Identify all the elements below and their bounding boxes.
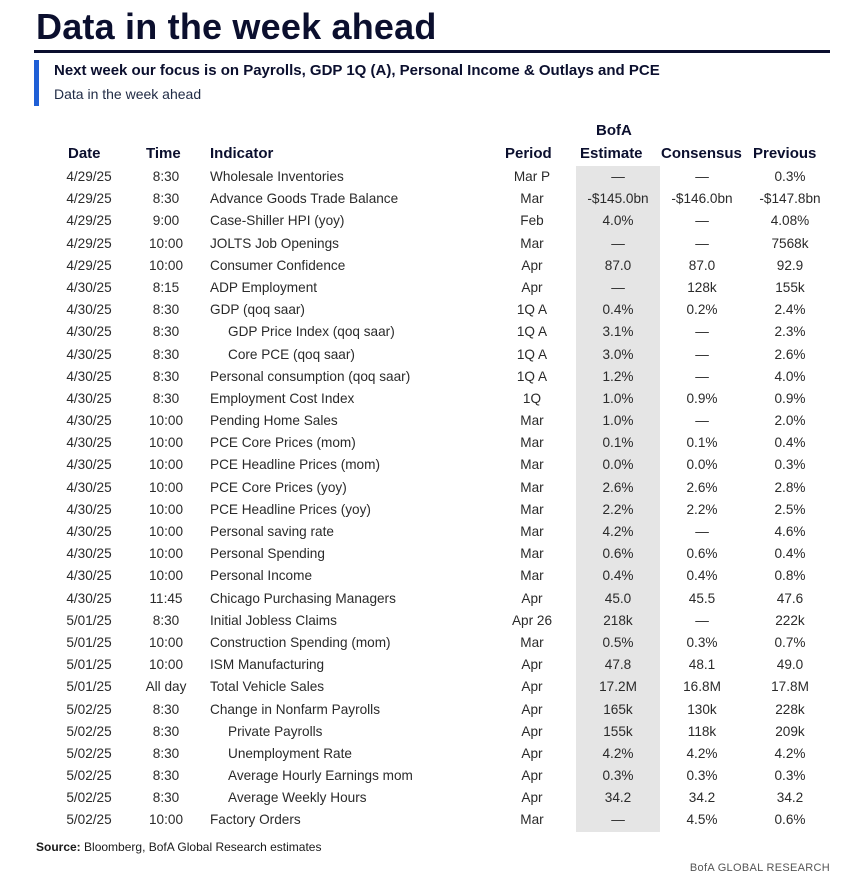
row-estimate: 17.2M xyxy=(599,679,637,695)
row-indicator: GDP Price Index (qoq saar) xyxy=(228,324,395,340)
row-period: 1Q A xyxy=(516,368,548,384)
row-date: 5/02/25 xyxy=(66,812,112,828)
row-time: 10:00 xyxy=(148,257,184,273)
title-rule xyxy=(34,50,830,53)
table-row xyxy=(0,233,848,255)
row-time: 10:00 xyxy=(148,413,184,429)
row-consensus: — xyxy=(695,235,709,251)
table-row xyxy=(0,454,848,476)
source-label: Source: xyxy=(36,840,81,854)
table-row xyxy=(0,743,848,765)
row-consensus: 4.2% xyxy=(686,745,718,761)
row-date: 5/02/25 xyxy=(66,768,112,784)
row-indicator: Change in Nonfarm Payrolls xyxy=(210,701,381,717)
row-previous: 2.0% xyxy=(774,413,806,429)
row-previous: 4.0% xyxy=(774,368,806,384)
row-previous: 228k xyxy=(775,701,805,717)
row-previous: 0.3% xyxy=(774,457,806,473)
row-date: 4/30/25 xyxy=(66,479,112,495)
row-consensus: 0.9% xyxy=(686,390,718,406)
row-estimate: 34.2 xyxy=(604,790,632,806)
row-indicator: Unemployment Rate xyxy=(228,745,352,761)
row-period: Mar xyxy=(520,413,544,429)
row-time: 8:30 xyxy=(152,302,180,318)
table-row xyxy=(0,432,848,454)
row-previous: 155k xyxy=(775,279,805,295)
row-period: Apr 26 xyxy=(511,612,553,628)
row-indicator: Private Payrolls xyxy=(228,723,323,739)
row-previous: 0.3% xyxy=(774,768,806,784)
table-row xyxy=(0,188,848,210)
row-indicator: PCE Core Prices (yoy) xyxy=(210,479,347,495)
row-period: Mar xyxy=(520,435,544,451)
table-row xyxy=(0,277,848,299)
row-date: 4/30/25 xyxy=(66,590,112,606)
row-time: 10:00 xyxy=(148,501,184,517)
header-period: Period xyxy=(505,145,552,162)
row-estimate: 3.0% xyxy=(602,346,634,362)
row-time: 8:30 xyxy=(152,745,180,761)
row-indicator: Total Vehicle Sales xyxy=(210,679,325,695)
row-indicator: Factory Orders xyxy=(210,812,301,828)
row-estimate: — xyxy=(611,279,625,295)
row-estimate: 3.1% xyxy=(602,324,634,340)
header-estimate-line2: Estimate xyxy=(580,145,643,162)
source-note xyxy=(36,840,321,854)
row-period: Mar xyxy=(520,457,544,473)
row-previous: 2.6% xyxy=(774,346,806,362)
row-estimate: 0.3% xyxy=(602,768,634,784)
row-consensus: 0.4% xyxy=(686,568,718,584)
row-previous: -$147.8bn xyxy=(759,191,821,207)
row-time: 8:15 xyxy=(152,279,180,295)
row-indicator: ISM Manufacturing xyxy=(210,657,325,673)
table-row xyxy=(0,321,848,343)
row-date: 4/30/25 xyxy=(66,546,112,562)
row-estimate: 4.2% xyxy=(602,745,634,761)
row-indicator: Consumer Confidence xyxy=(210,257,346,273)
row-date: 4/30/25 xyxy=(66,501,112,517)
page-title: Data in the week ahead xyxy=(36,6,437,47)
row-time: 9:00 xyxy=(152,213,180,229)
row-date: 5/01/25 xyxy=(66,679,112,695)
row-estimate: 4.0% xyxy=(602,213,634,229)
header-previous: Previous xyxy=(753,145,817,162)
row-consensus: 16.8M xyxy=(683,679,721,695)
table-row xyxy=(0,410,848,432)
row-indicator: Initial Jobless Claims xyxy=(210,612,337,628)
row-consensus: — xyxy=(695,612,709,628)
row-time: 10:00 xyxy=(148,634,184,650)
row-date: 4/29/25 xyxy=(66,235,112,251)
table-row xyxy=(0,499,848,521)
row-time: 10:00 xyxy=(148,457,184,473)
row-indicator: Employment Cost Index xyxy=(210,390,355,406)
subtitle: Next week our focus is on Payrolls, GDP 1Q (A), Personal Income & Outlays and PCE xyxy=(54,62,660,79)
header-indicator: Indicator xyxy=(210,145,274,162)
row-consensus: 128k xyxy=(687,279,717,295)
row-indicator: Average Weekly Hours xyxy=(228,790,367,806)
row-consensus: 4.5% xyxy=(686,812,718,828)
row-estimate: — xyxy=(611,812,625,828)
table-row xyxy=(0,299,848,321)
row-period: Apr xyxy=(521,257,543,273)
row-previous: 2.3% xyxy=(774,324,806,340)
table-row xyxy=(0,721,848,743)
row-indicator: Pending Home Sales xyxy=(210,413,338,429)
data-table xyxy=(0,166,848,832)
row-period: Apr xyxy=(521,745,543,761)
row-date: 5/02/25 xyxy=(66,723,112,739)
row-previous: 4.2% xyxy=(774,745,806,761)
row-estimate: 0.0% xyxy=(602,457,634,473)
source-text: Bloomberg, BofA Global Research estimates xyxy=(84,840,322,854)
row-period: Apr xyxy=(521,590,543,606)
row-previous: 49.0 xyxy=(776,657,804,673)
row-estimate: 165k xyxy=(603,701,633,717)
row-consensus: — xyxy=(695,213,709,229)
row-previous: 0.6% xyxy=(774,812,806,828)
row-consensus: 130k xyxy=(687,701,717,717)
table-row xyxy=(0,388,848,410)
row-consensus: 87.0 xyxy=(688,257,716,273)
row-time: 10:00 xyxy=(148,568,184,584)
table-row xyxy=(0,366,848,388)
row-previous: 7568k xyxy=(771,235,809,251)
row-estimate: 0.4% xyxy=(602,302,634,318)
row-estimate: 2.6% xyxy=(602,479,634,495)
row-time: 10:00 xyxy=(148,657,184,673)
row-date: 4/30/25 xyxy=(66,302,112,318)
row-period: Mar xyxy=(520,524,544,539)
row-previous: 0.7% xyxy=(774,634,806,650)
row-time: All day xyxy=(145,679,187,695)
row-previous: 47.6 xyxy=(776,590,804,606)
header-consensus: Consensus xyxy=(661,145,742,162)
row-date: 4/29/25 xyxy=(66,169,112,184)
table-row xyxy=(0,632,848,654)
table-row xyxy=(0,565,848,587)
row-date: 4/30/25 xyxy=(66,324,112,340)
row-period: Mar xyxy=(520,501,544,517)
row-consensus: 34.2 xyxy=(688,790,716,806)
row-time: 8:30 xyxy=(152,790,180,806)
row-period: Apr xyxy=(521,657,543,673)
table-row xyxy=(0,699,848,721)
row-previous: 4.6% xyxy=(774,524,806,539)
brand-label: BofA GLOBAL RESEARCH xyxy=(689,862,830,874)
row-period: Apr xyxy=(521,701,543,717)
header-date: Date xyxy=(68,145,101,162)
header-time: Time xyxy=(146,145,181,162)
row-estimate: 1.0% xyxy=(602,390,634,406)
table-row xyxy=(0,255,848,277)
row-previous: 0.9% xyxy=(774,390,806,406)
table-caption: Data in the week ahead xyxy=(54,86,202,102)
table-row xyxy=(0,521,848,543)
row-date: 4/30/25 xyxy=(66,279,112,295)
row-previous: 92.9 xyxy=(776,257,804,273)
row-time: 8:30 xyxy=(152,368,180,384)
row-period: Mar xyxy=(520,546,544,562)
row-date: 5/01/25 xyxy=(66,634,112,650)
row-period: 1Q A xyxy=(516,324,548,340)
row-estimate: 45.0 xyxy=(604,590,632,606)
row-consensus: 0.0% xyxy=(686,457,718,473)
row-previous: 0.8% xyxy=(774,568,806,584)
row-previous: 222k xyxy=(775,612,805,628)
table-row xyxy=(0,477,848,499)
row-previous: 2.5% xyxy=(774,501,806,517)
row-date: 5/02/25 xyxy=(66,701,112,717)
row-date: 4/30/25 xyxy=(66,346,112,362)
row-estimate: 4.2% xyxy=(602,524,634,539)
row-date: 4/30/25 xyxy=(66,457,112,473)
row-consensus: — xyxy=(695,324,709,340)
row-period: 1Q xyxy=(522,390,542,406)
row-period: Mar xyxy=(520,812,544,828)
row-date: 4/30/25 xyxy=(66,524,112,539)
row-consensus: 0.1% xyxy=(686,435,718,451)
row-estimate: 47.8 xyxy=(604,657,632,673)
row-indicator: Case-Shiller HPI (yoy) xyxy=(210,213,345,229)
row-period: Mar P xyxy=(513,169,551,184)
row-date: 4/30/25 xyxy=(66,435,112,451)
row-consensus: — xyxy=(695,413,709,429)
table-row xyxy=(0,787,848,809)
row-previous: 2.8% xyxy=(774,479,806,495)
row-consensus: — xyxy=(695,368,709,384)
row-estimate: 0.1% xyxy=(602,435,634,451)
row-previous: 0.3% xyxy=(774,169,806,184)
row-indicator: GDP (qoq saar) xyxy=(210,302,305,318)
row-indicator: PCE Headline Prices (yoy) xyxy=(210,501,371,517)
row-indicator: Personal Income xyxy=(210,568,313,584)
row-indicator: Personal consumption (qoq saar) xyxy=(210,368,411,384)
row-indicator: Average Hourly Earnings mom xyxy=(228,768,413,784)
row-date: 5/02/25 xyxy=(66,790,112,806)
row-date: 4/29/25 xyxy=(66,191,112,207)
row-estimate: — xyxy=(611,169,625,184)
row-period: Mar xyxy=(520,235,544,251)
row-estimate: 218k xyxy=(603,612,633,628)
row-estimate: 87.0 xyxy=(604,257,632,273)
row-estimate: 0.5% xyxy=(602,634,634,650)
row-indicator: ADP Employment xyxy=(210,279,318,295)
row-indicator: JOLTS Job Openings xyxy=(210,235,339,251)
row-period: Mar xyxy=(520,191,544,207)
row-estimate: -$145.0bn xyxy=(587,191,649,207)
table-row xyxy=(0,588,848,610)
row-consensus: 0.6% xyxy=(686,546,718,562)
row-indicator: Personal Spending xyxy=(210,546,325,562)
row-time: 10:00 xyxy=(148,546,184,562)
row-time: 8:30 xyxy=(152,723,180,739)
row-indicator: Advance Goods Trade Balance xyxy=(210,191,399,207)
table-row xyxy=(0,543,848,565)
row-previous: 0.4% xyxy=(774,435,806,451)
row-time: 8:30 xyxy=(152,191,180,207)
row-period: Mar xyxy=(520,479,544,495)
row-date: 5/02/25 xyxy=(66,745,112,761)
row-indicator: Wholesale Inventories xyxy=(210,169,344,184)
table-row xyxy=(0,344,848,366)
row-estimate: 1.2% xyxy=(602,368,634,384)
row-period: Mar xyxy=(520,634,544,650)
row-consensus: -$146.0bn xyxy=(671,191,733,207)
row-time: 8:30 xyxy=(152,169,180,184)
row-date: 5/01/25 xyxy=(66,612,112,628)
row-consensus: 0.3% xyxy=(686,634,718,650)
row-indicator: PCE Core Prices (mom) xyxy=(210,435,356,451)
row-date: 4/30/25 xyxy=(66,568,112,584)
row-indicator: Core PCE (qoq saar) xyxy=(228,346,355,362)
row-period: Apr xyxy=(521,790,543,806)
header-estimate-line1: BofA xyxy=(596,122,632,139)
row-date: 4/30/25 xyxy=(66,413,112,429)
table-row xyxy=(0,610,848,632)
row-period: Apr xyxy=(521,768,543,784)
row-estimate: 155k xyxy=(603,723,633,739)
row-consensus: 45.5 xyxy=(688,590,716,606)
row-period: 1Q A xyxy=(516,302,548,318)
row-time: 8:30 xyxy=(152,768,180,784)
row-consensus: 2.2% xyxy=(686,501,718,517)
table-row xyxy=(0,166,848,188)
row-consensus: — xyxy=(695,524,709,539)
row-date: 5/01/25 xyxy=(66,657,112,673)
row-time: 10:00 xyxy=(148,812,184,828)
row-time: 8:30 xyxy=(152,701,180,717)
row-time: 8:30 xyxy=(152,346,180,362)
row-time: 10:00 xyxy=(148,435,184,451)
row-time: 8:30 xyxy=(152,390,180,406)
row-previous: 0.4% xyxy=(774,546,806,562)
row-indicator: Chicago Purchasing Managers xyxy=(210,590,396,606)
table-row xyxy=(0,210,848,232)
row-consensus: 118k xyxy=(687,723,717,739)
accent-bar xyxy=(34,60,39,106)
row-time: 10:00 xyxy=(148,524,184,539)
row-time: 8:30 xyxy=(152,612,180,628)
row-indicator: Personal saving rate xyxy=(210,524,334,539)
row-period: Feb xyxy=(520,213,544,229)
row-time: 8:30 xyxy=(152,324,180,340)
row-indicator: Construction Spending (mom) xyxy=(210,634,391,650)
row-consensus: 2.6% xyxy=(686,479,718,495)
table-row xyxy=(0,809,848,831)
row-previous: 2.4% xyxy=(774,302,806,318)
row-period: Apr xyxy=(521,279,543,295)
row-consensus: 48.1 xyxy=(688,657,716,673)
row-date: 4/29/25 xyxy=(66,257,112,273)
row-consensus: — xyxy=(695,169,709,184)
row-consensus: 0.2% xyxy=(686,302,718,318)
row-time: 11:45 xyxy=(149,590,183,606)
row-estimate: 0.4% xyxy=(602,568,634,584)
table-row xyxy=(0,765,848,787)
row-previous: 34.2 xyxy=(776,790,804,806)
row-date: 4/30/25 xyxy=(66,368,112,384)
row-date: 4/29/25 xyxy=(66,213,112,229)
row-previous: 4.08% xyxy=(770,213,810,229)
row-period: Apr xyxy=(521,723,543,739)
row-estimate: — xyxy=(611,235,625,251)
row-date: 4/30/25 xyxy=(66,390,112,406)
table-row xyxy=(0,676,848,698)
row-period: Mar xyxy=(520,568,544,584)
row-time: 10:00 xyxy=(148,235,184,251)
row-previous: 17.8M xyxy=(771,679,809,695)
row-period: 1Q A xyxy=(516,346,548,362)
row-estimate: 0.6% xyxy=(602,546,634,562)
table-row xyxy=(0,654,848,676)
row-consensus: — xyxy=(695,346,709,362)
row-time: 10:00 xyxy=(148,479,184,495)
row-estimate: 2.2% xyxy=(602,501,634,517)
row-indicator: PCE Headline Prices (mom) xyxy=(210,457,380,473)
row-period: Apr xyxy=(521,679,543,695)
row-estimate: 1.0% xyxy=(602,413,634,429)
row-consensus: 0.3% xyxy=(686,768,718,784)
row-previous: 209k xyxy=(775,723,805,739)
